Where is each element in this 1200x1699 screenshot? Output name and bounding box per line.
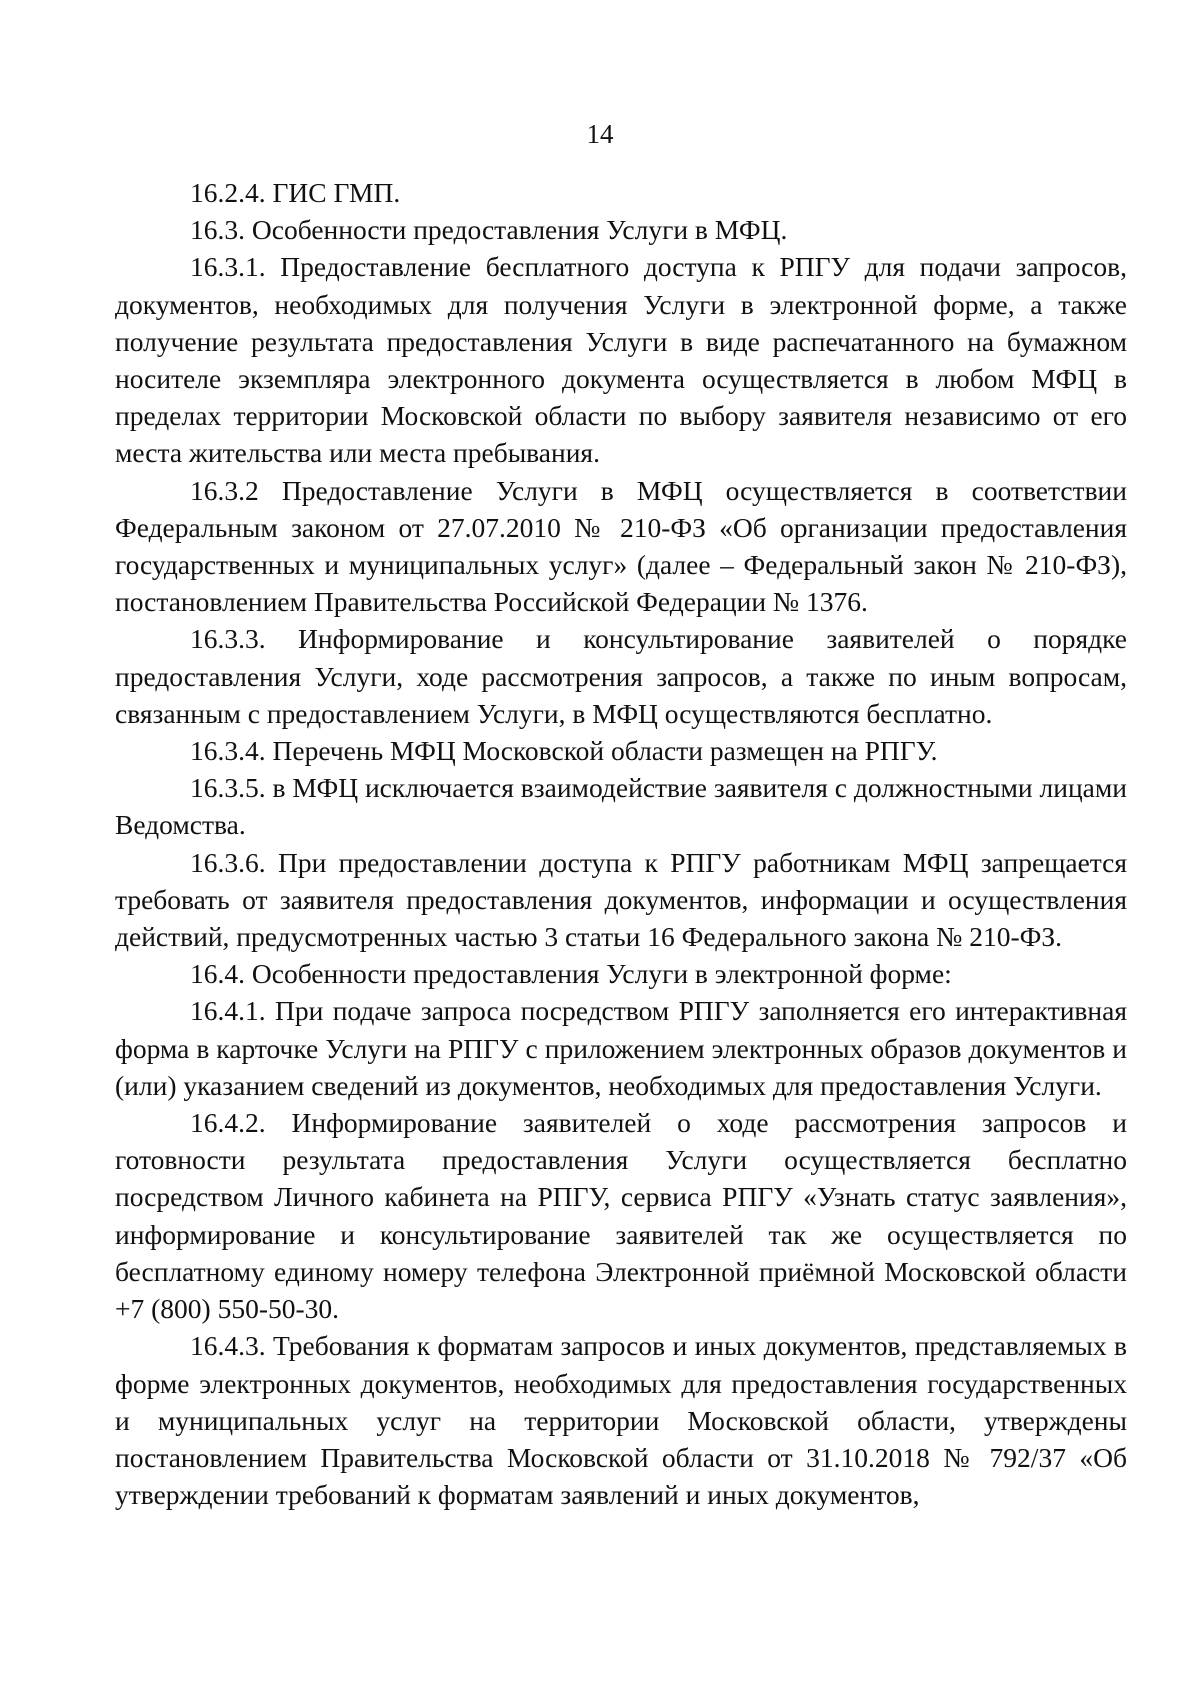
paragraph-16-3-3: 16.3.3. Информирование и консультирование заявителей о порядке предоставления Услуги, ходе рассмотрения запросов, а также по иным вопросам, связанным с предоставлением Услуги, в МФЦ осуществляются бесплатно. (115, 623, 1127, 729)
paragraph-16-3-1: 16.3.1. Предоставление бесплатного доступа к РПГУ для подачи запросов, документов, необходимых для получения Услуги в электронной форме, а также получение результата предоставления Услуги в виде распечатанного на бумажном носителе экземпляра электронного документа осуществляется в любом МФЦ в пределах территории Московской области по выбору заявителя независимо от его места жительства или места пребывания. (115, 251, 1127, 469)
paragraph-16-3-4: 16.3.4. Перечень МФЦ Московской области размещен на РПГУ. (190, 735, 938, 767)
document-body (115, 174, 1127, 1513)
paragraph-16-4: 16.4. Особенности предоставления Услуги в электронной форме: (190, 958, 952, 990)
paragraph-16-4-2: 16.4.2. Информирование заявителей о ходе рассмотрения запросов и готовности результата предоставления Услуги осуществляется бесплатно посредством Личного кабинета на РПГУ, сервиса РПГУ «Узнать статус заявления», информирование и консультирование заявителей так же осуществляется по бесплатному единому номеру телефона Электронной приёмной Московской области +7 (800) 550-50-30. (115, 1107, 1127, 1325)
paragraph-16-3: 16.3. Особенности предоставления Услуги в МФЦ. (190, 214, 788, 246)
paragraph-16-4-3: 16.4.3. Требования к форматам запросов и иных документов, представляемых в форме электронных документов, необходимых для предоставления государственных и муниципальных услуг на территории Московской области, утверждены постановлением Правительства Московской области от 31.10.2018 № 792/37 «Об утверждении требований к форматам заявлений и иных документов, (115, 1330, 1127, 1511)
paragraph-16-3-2: 16.3.2 Предоставление Услуги в МФЦ осуществляется в соответствии Федеральным законом от 27.07.2010 № 210-ФЗ «Об организации предоставления государственных и муниципальных услуг» (далее – Федеральный закон № 210-ФЗ), постановлением Правительства Российской Федерации № 1376. (115, 474, 1127, 618)
paragraph-16-3-6: 16.3.6. При предоставлении доступа к РПГУ работникам МФЦ запрещается требовать от заявителя предоставления документов, информации и осуществления действий, предусмотренных частью 3 статьи 16 Федерального закона № 210-ФЗ. (115, 846, 1127, 953)
page-number: 14 (586, 119, 614, 149)
paragraph-16-2-4: 16.2.4. ГИС ГМП. (190, 177, 401, 208)
paragraph-16-4-1: 16.4.1. При подаче запроса посредством РПГУ заполняется его интерактивная форма в карточке Услуги на РПГУ с приложением электронных образов документов и (или) указанием сведений из документов, необходимых для предоставления Услуги. (115, 995, 1127, 1101)
paragraph-16-3-5: 16.3.5. в МФЦ исключается взаимодействие заявителя с должностными лицами Ведомства. (115, 772, 1127, 841)
